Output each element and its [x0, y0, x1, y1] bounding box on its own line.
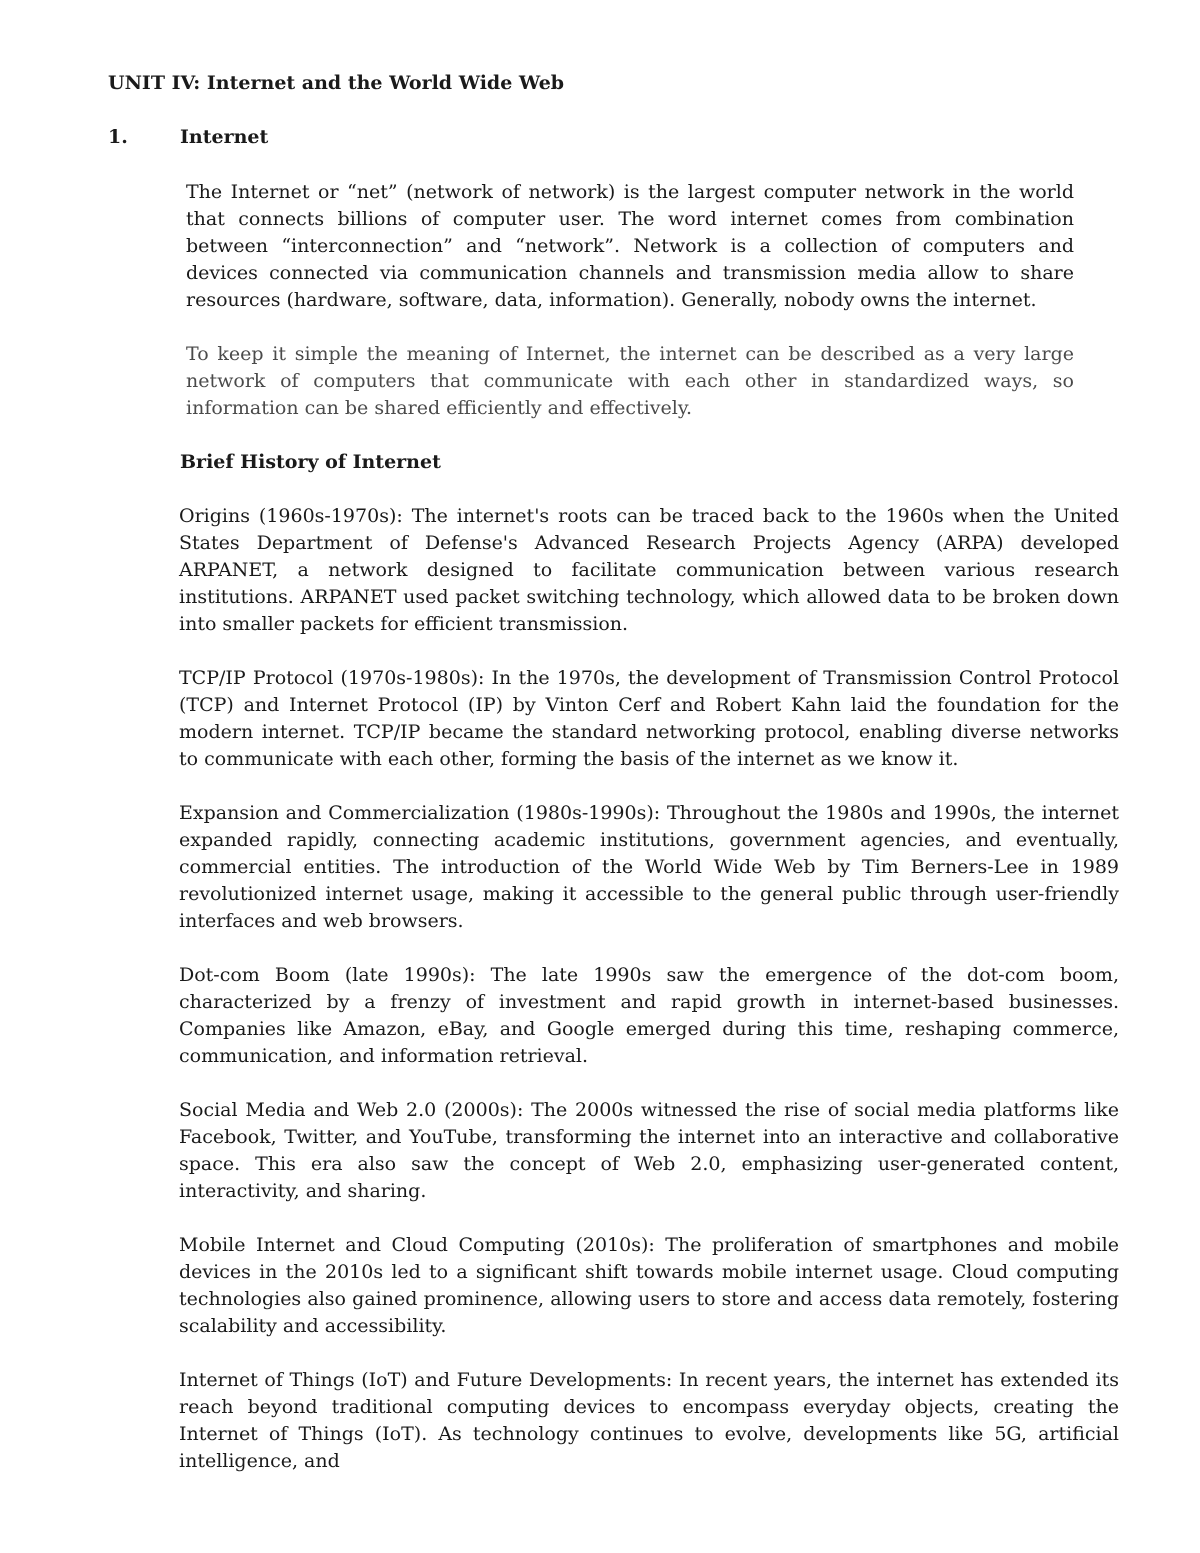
history-social-media-paragraph: Social Media and Web 2.0 (2000s): The 2000s witnessed the rise of social media platforms like Facebook, Twitter, and YouTube, transforming the internet into an interactive and collaborative space. This era also saw the concept of Web 2.0, emphasizing user-generated content, interactivity, and sharing.	[179, 1099, 1119, 1202]
history-heading: Brief History of Internet	[180, 451, 441, 473]
intro-paragraph: The Internet or “net” (network of network) is the largest computer network in the world that connects billions of computer user. The word internet comes from combination between “interconnection” and “network”. Network is a collection of computers and devices connected via communication channels and transmission media allow to share resources (hardware, software, data, information). Generally, nobody owns the internet.	[186, 181, 1074, 311]
history-expansion-paragraph: Expansion and Commercialization (1980s-1990s): Throughout the 1980s and 1990s, the internet expanded rapidly, connecting academic institutions, government agencies, and eventually, commercial entities. The introduction of the World Wide Web by Tim Berners-Lee in 1989 revolutionized internet usage, making it accessible to the general public through user-friendly interfaces and web browsers.	[179, 802, 1119, 932]
history-origins-paragraph: Origins (1960s-1970s): The internet's roots can be traced back to the 1960s when the United States Department of Defense's Advanced Research Projects Agency (ARPA) developed ARPANET, a network designed to facilitate communication between various research institutions. ARPANET used packet switching technology, which allowed data to be broken down into smaller packets for efficient transmission.	[179, 505, 1119, 635]
section-number: 1.	[108, 126, 128, 148]
history-mobile-cloud-paragraph: Mobile Internet and Cloud Computing (2010s): The proliferation of smartphones and mobile devices in the 2010s led to a significant shift towards mobile internet usage. Cloud computing technologies also gained prominence, allowing users to store and access data remotely, fostering scalability and accessibility.	[179, 1234, 1119, 1337]
history-iot-paragraph: Internet of Things (IoT) and Future Developments: In recent years, the internet has extended its reach beyond traditional computing devices to encompass everyday objects, creating the Internet of Things (IoT). As technology continues to evolve, developments like 5G, artificial intelligence, and	[179, 1369, 1119, 1472]
history-tcpip-paragraph: TCP/IP Protocol (1970s-1980s): In the 1970s, the development of Transmission Control Protocol (TCP) and Internet Protocol (IP) by Vinton Cerf and Robert Kahn laid the foundation for the modern internet. TCP/IP became the standard networking protocol, enabling diverse networks to communicate with each other, forming the basis of the internet as we know it.	[179, 667, 1119, 770]
section-heading	[108, 124, 268, 151]
section-title: Internet	[180, 126, 269, 148]
simple-definition-paragraph: To keep it simple the meaning of Internet, the internet can be described as a very large network of computers that communicate with each other in standardized ways, so information can be shared efficiently and effectively.	[186, 343, 1074, 419]
unit-title: UNIT IV: Internet and the World Wide Web	[108, 72, 565, 94]
history-dotcom-paragraph: Dot-com Boom (late 1990s): The late 1990s saw the emergence of the dot-com boom, characterized by a frenzy of investment and rapid growth in internet-based businesses. Companies like Amazon, eBay, and Google emerged during this time, reshaping commerce, communication, and information retrieval.	[179, 964, 1119, 1067]
